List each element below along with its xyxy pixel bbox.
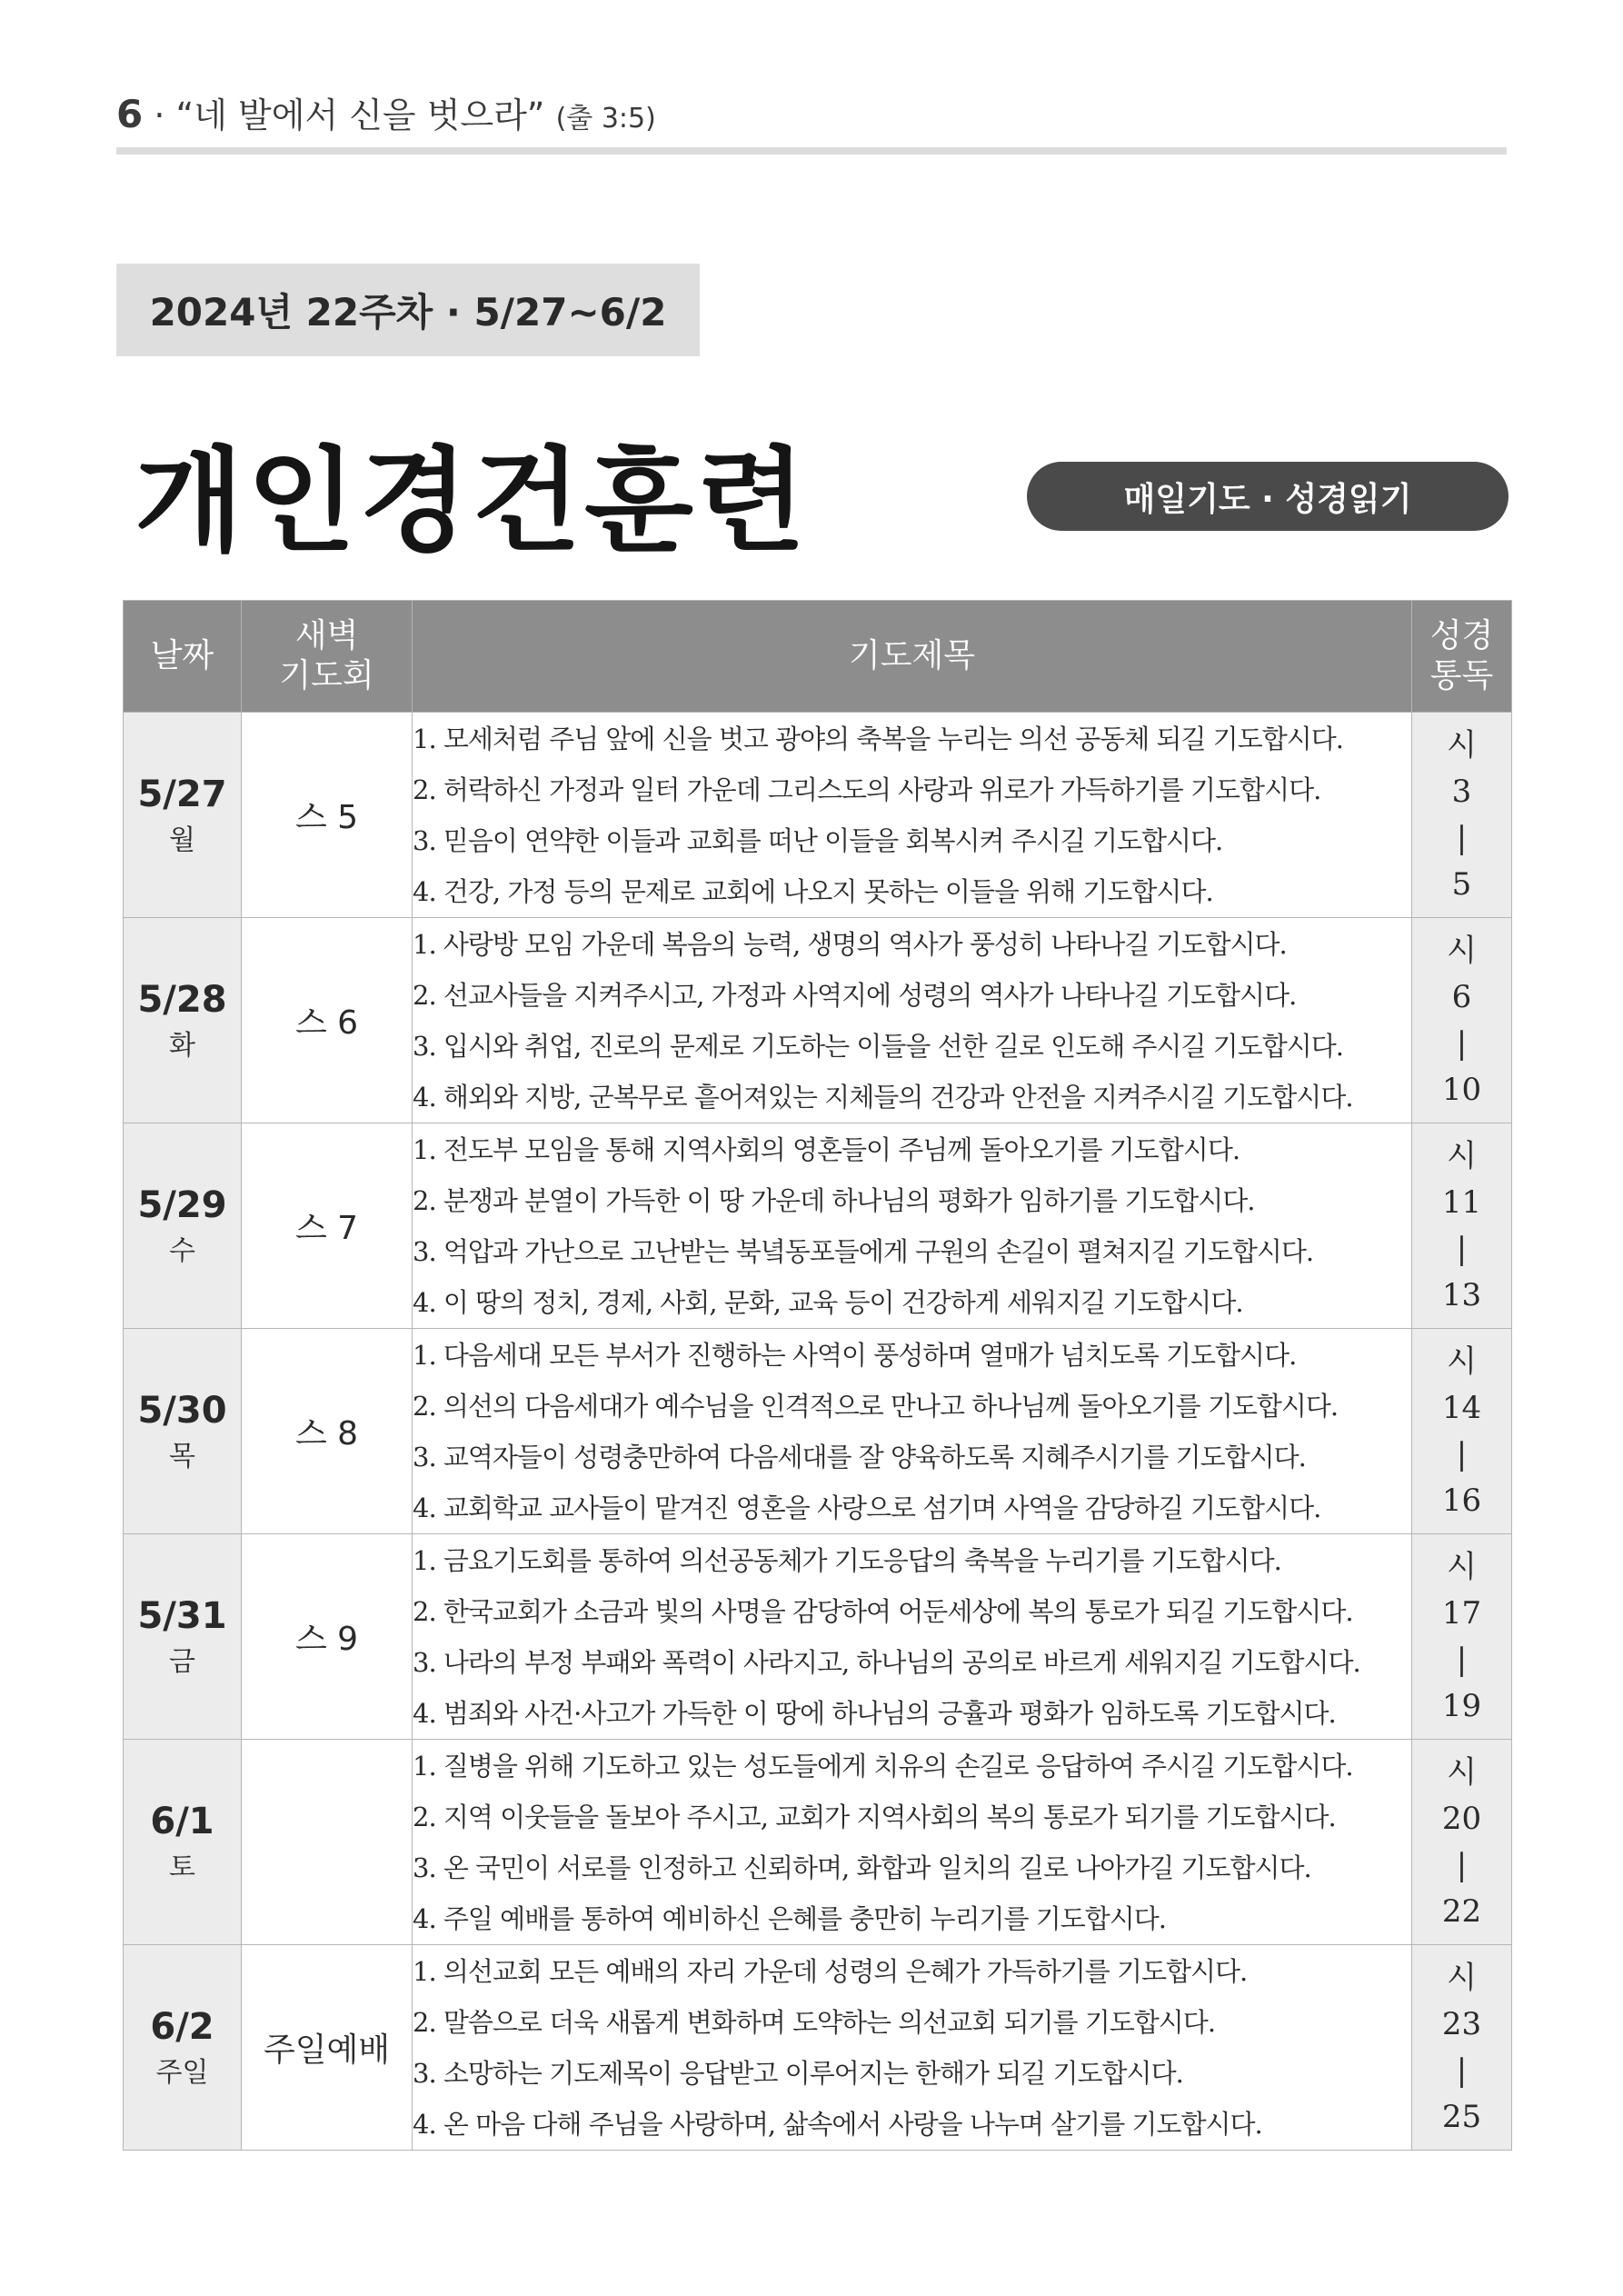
week-label: 2024년 22주차 · 5/27~6/2 bbox=[116, 264, 700, 356]
bible-reading-cell bbox=[1412, 713, 1512, 918]
date-cell bbox=[124, 713, 242, 918]
bible-reading-line: 19 bbox=[1441, 1687, 1482, 1724]
bible-reading-line: 13 bbox=[1441, 1276, 1482, 1313]
prayer-item: 1. 의선교회 모든 예배의 자리 가운데 성령의 은혜가 가득하기를 기도합시다. bbox=[413, 1955, 1248, 1987]
header-dawn-line: 새벽 bbox=[294, 617, 359, 654]
date-cell bbox=[124, 918, 242, 1123]
prayer-item: 3. 교역자들이 성령충만하여 다음세대를 잘 양육하도록 지혜주시기를 기도합시다. bbox=[413, 1441, 1306, 1472]
prayer-item: 3. 나라의 부정 부패와 폭력이 사라지고, 하나님의 공의로 바르게 세워지길 기도합시다. bbox=[413, 1646, 1360, 1678]
date-cell bbox=[124, 1945, 242, 2151]
bible-reading-line: 10 bbox=[1441, 1071, 1482, 1108]
bible-reading-line: 25 bbox=[1441, 2098, 1482, 2135]
prayer-topics-cell bbox=[413, 1329, 1412, 1534]
prayer-item: 4. 이 땅의 정치, 경제, 사회, 문화, 교육 등이 건강하게 세워지길 기도합시다. bbox=[413, 1286, 1243, 1318]
bible-reading-line: 16 bbox=[1441, 1482, 1482, 1519]
date-value: 5/28 bbox=[137, 978, 227, 1021]
dawn-prayer-cell: 주일예배 bbox=[242, 1945, 413, 2151]
bible-reading-cell bbox=[1412, 1740, 1512, 1945]
bible-reading-line: 23 bbox=[1441, 2005, 1482, 2042]
prayer-item: 2. 의선의 다음세대가 예수님을 인격적으로 만나고 하나님께 돌아오기를 기도합시다. bbox=[413, 1390, 1339, 1422]
date-value: 5/30 bbox=[137, 1389, 227, 1432]
weekday: 수 bbox=[169, 1234, 195, 1267]
bible-reading-line: | bbox=[1456, 819, 1468, 856]
bible-reading-line: 22 bbox=[1441, 1892, 1482, 1930]
header-divider bbox=[116, 147, 1507, 155]
bible-reading-line: 시 bbox=[1447, 1343, 1477, 1380]
bible-reading-line: 시 bbox=[1447, 1548, 1477, 1585]
prayer-item: 3. 믿음이 연약한 이들과 교회를 떠난 이들을 회복시켜 주시길 기도합시다. bbox=[413, 824, 1223, 856]
weekday: 화 bbox=[169, 1029, 195, 1062]
bible-reading-line: 시 bbox=[1447, 726, 1477, 764]
prayer-topics-cell bbox=[413, 918, 1412, 1123]
prayer-topics-cell bbox=[413, 1945, 1412, 2151]
bible-reading-line: 11 bbox=[1441, 1183, 1482, 1221]
date-cell bbox=[124, 1123, 242, 1329]
header-verse: “네 발에서 신을 벗으라” bbox=[175, 95, 545, 135]
page-header bbox=[116, 87, 656, 137]
prayer-topics-cell bbox=[413, 1534, 1412, 1740]
bible-reading-cell bbox=[1412, 1329, 1512, 1534]
weekday: 목 bbox=[169, 1440, 195, 1472]
date-value: 5/31 bbox=[137, 1594, 227, 1637]
weekday: 월 bbox=[169, 824, 195, 856]
dawn-prayer-cell: 스 8 bbox=[242, 1329, 413, 1534]
dawn-prayer-cell: 스 7 bbox=[242, 1123, 413, 1329]
bible-reading-line: | bbox=[1456, 1435, 1468, 1472]
header-dawn-line: 기도회 bbox=[279, 657, 374, 694]
bible-reading-line: | bbox=[1456, 1846, 1468, 1883]
header-bible bbox=[1412, 601, 1512, 713]
prayer-topics-cell bbox=[413, 713, 1412, 918]
dawn-prayer-cell: 스 9 bbox=[242, 1534, 413, 1740]
table-row bbox=[124, 1123, 1512, 1329]
table-row bbox=[124, 1534, 1512, 1740]
header-separator: · bbox=[154, 95, 165, 135]
prayer-item: 2. 지역 이웃들을 돌보아 주시고, 교회가 지역사회의 복의 통로가 되기를 기도합시다. bbox=[413, 1801, 1336, 1832]
bible-reading-line: | bbox=[1456, 1641, 1468, 1678]
bible-reading-line: 6 bbox=[1451, 978, 1472, 1015]
bible-reading-line: | bbox=[1456, 1230, 1468, 1267]
prayer-item: 4. 건강, 가정 등의 문제로 교회에 나오지 못하는 이들을 위해 기도합시다. bbox=[413, 875, 1213, 907]
prayer-topics-cell bbox=[413, 1740, 1412, 1945]
page-title: 개인경건훈련 bbox=[134, 436, 810, 567]
date-value: 5/29 bbox=[137, 1183, 227, 1226]
table-row bbox=[124, 918, 1512, 1123]
prayer-item: 4. 주일 예배를 통하여 예비하신 은혜를 충만히 누리기를 기도합시다. bbox=[413, 1902, 1167, 1934]
bible-reading-cell bbox=[1412, 1123, 1512, 1329]
date-cell bbox=[124, 1534, 242, 1740]
dawn-prayer-cell bbox=[242, 1740, 413, 1945]
bible-reading-line: 5 bbox=[1451, 865, 1472, 903]
table-header-row bbox=[124, 601, 1512, 713]
bible-reading-cell bbox=[1412, 1945, 1512, 2151]
bible-reading-line: | bbox=[1456, 1024, 1468, 1062]
prayer-item: 4. 교회학교 교사들이 맡겨진 영혼을 사랑으로 섬기며 사역을 감당하길 기도합시다. bbox=[413, 1492, 1321, 1523]
category-badge: 매일기도 · 성경읽기 bbox=[1027, 462, 1508, 531]
weekday: 주일 bbox=[155, 2056, 209, 2089]
prayer-schedule-table bbox=[123, 600, 1512, 2151]
prayer-topics-cell bbox=[413, 1123, 1412, 1329]
prayer-item: 1. 질병을 위해 기도하고 있는 성도들에게 치유의 손길로 응답하여 주시길 기도합시다. bbox=[413, 1750, 1353, 1782]
bible-reading-line: 시 bbox=[1447, 1959, 1477, 1996]
header-dawn bbox=[242, 601, 413, 713]
date-value: 5/27 bbox=[137, 773, 227, 815]
table-row bbox=[124, 713, 1512, 918]
bible-reading-cell bbox=[1412, 1534, 1512, 1740]
prayer-item: 2. 허락하신 가정과 일터 가운데 그리스도의 사랑과 위로가 가득하기를 기도합시다. bbox=[413, 774, 1321, 805]
date-cell bbox=[124, 1740, 242, 1945]
prayer-item: 3. 소망하는 기도제목이 응답받고 이루어지는 한해가 되길 기도합시다. bbox=[413, 2057, 1183, 2089]
header-bible-line: 통독 bbox=[1429, 657, 1494, 694]
prayer-item: 4. 온 마음 다해 주님을 사랑하며, 삶속에서 사랑을 나누며 살기를 기도합시다. bbox=[413, 2108, 1262, 2140]
dawn-prayer-cell: 스 6 bbox=[242, 918, 413, 1123]
date-value: 6/1 bbox=[150, 1800, 214, 1842]
weekday: 토 bbox=[169, 1851, 195, 1883]
prayer-item: 3. 억압과 가난으로 고난받는 북녘동포들에게 구원의 손길이 펼쳐지길 기도합시다. bbox=[413, 1235, 1314, 1267]
date-cell bbox=[124, 1329, 242, 1534]
bible-reading-line: 시 bbox=[1447, 1753, 1477, 1791]
prayer-item: 2. 분쟁과 분열이 가득한 이 땅 가운데 하나님의 평화가 임하기를 기도합시다. bbox=[413, 1184, 1255, 1216]
bible-reading-line: 시 bbox=[1447, 932, 1477, 969]
table-row bbox=[124, 1329, 1512, 1534]
table-row bbox=[124, 1945, 1512, 2151]
bible-reading-cell bbox=[1412, 918, 1512, 1123]
header-bible-line: 성경 bbox=[1429, 617, 1494, 654]
header-date: 날짜 bbox=[124, 601, 242, 713]
prayer-item: 2. 말씀으로 더욱 새롭게 변화하며 도약하는 의선교회 되기를 기도합시다. bbox=[413, 2006, 1216, 2038]
header-prayer: 기도제목 bbox=[413, 601, 1412, 713]
dawn-prayer-cell: 스 5 bbox=[242, 713, 413, 918]
bible-reading-line: 시 bbox=[1447, 1137, 1477, 1174]
bible-reading-line: 3 bbox=[1451, 773, 1472, 810]
prayer-item: 1. 사랑방 모임 가운데 복음의 능력, 생명의 역사가 풍성히 나타나길 기도합시다. bbox=[413, 928, 1287, 960]
prayer-item: 2. 선교사들을 지켜주시고, 가정과 사역지에 성령의 역사가 나타나길 기도합시다. bbox=[413, 979, 1297, 1011]
prayer-item: 1. 전도부 모임을 통해 지역사회의 영혼들이 주님께 돌아오기를 기도합시다. bbox=[413, 1133, 1240, 1165]
prayer-item: 4. 범죄와 사건·사고가 가득한 이 땅에 하나님의 긍휼과 평화가 임하도록 기도합시다. bbox=[413, 1697, 1336, 1729]
date-value: 6/2 bbox=[150, 2005, 214, 2048]
bible-reading-line: 20 bbox=[1441, 1800, 1482, 1837]
page-number: 6 bbox=[116, 92, 144, 136]
table-row bbox=[124, 1740, 1512, 1945]
prayer-item: 3. 온 국민이 서로를 인정하고 신뢰하며, 화합과 일치의 길로 나아가길 기도합시다. bbox=[413, 1852, 1311, 1883]
bible-reading-line: 14 bbox=[1441, 1389, 1482, 1426]
prayer-item: 1. 금요기도회를 통하여 의선공동체가 기도응답의 축복을 누리기를 기도합시다. bbox=[413, 1544, 1281, 1576]
weekday: 금 bbox=[169, 1645, 195, 1678]
prayer-item: 3. 입시와 취업, 진로의 문제로 기도하는 이들을 선한 길로 인도해 주시길 기도합시다. bbox=[413, 1030, 1343, 1062]
prayer-item: 2. 한국교회가 소금과 빛의 사명을 감당하여 어둔세상에 복의 통로가 되길 기도합시다. bbox=[413, 1595, 1353, 1627]
prayer-item: 1. 모세처럼 주님 앞에 신을 벗고 광야의 축복을 누리는 의선 공동체 되길 기도합시다. bbox=[413, 723, 1343, 754]
header-reference: (출 3:5) bbox=[555, 103, 656, 135]
bible-reading-line: 17 bbox=[1441, 1594, 1482, 1632]
bible-reading-line: | bbox=[1456, 2051, 1468, 2089]
prayer-item: 4. 해외와 지방, 군복무로 흩어져있는 지체들의 건강과 안전을 지켜주시길 기도합시다. bbox=[413, 1081, 1353, 1113]
prayer-item: 1. 다음세대 모든 부서가 진행하는 사역이 풍성하며 열매가 넘치도록 기도합시다. bbox=[413, 1339, 1297, 1371]
